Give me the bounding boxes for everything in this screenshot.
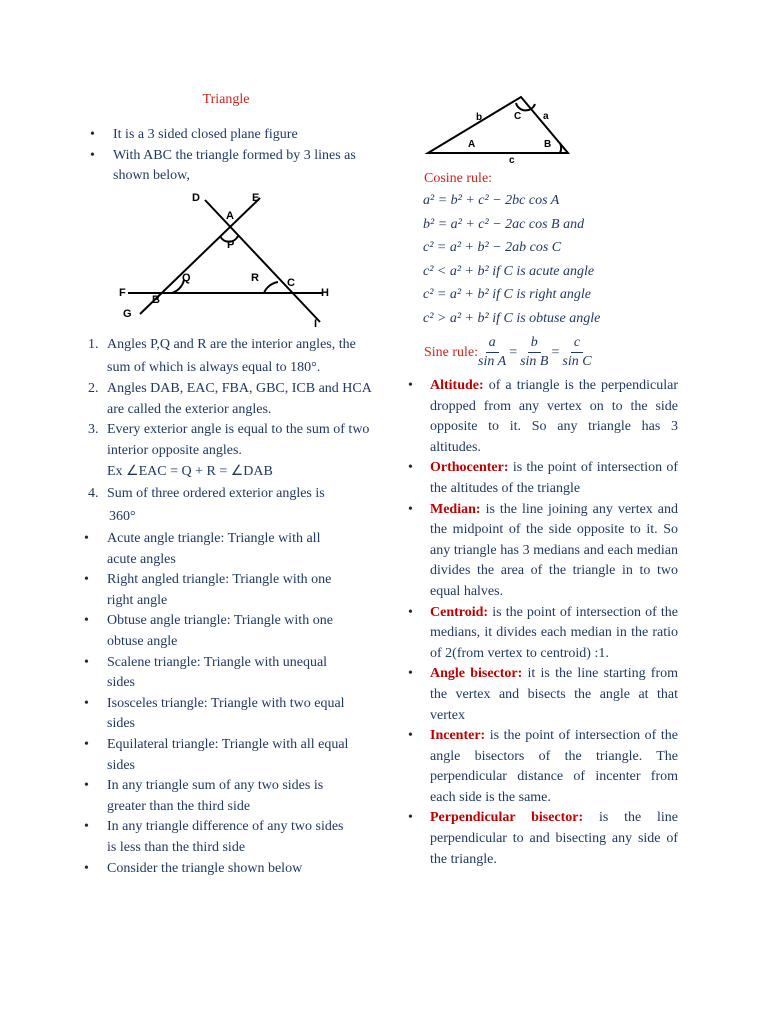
cosine-line: c² = a² + b² − 2ab cos C (423, 240, 562, 255)
intro-bullet: • With ABC the triangle formed by 3 lines as shown below, (90, 147, 356, 184)
label-a: A (226, 210, 234, 222)
label-c: C (287, 277, 295, 289)
angle-c-arc (516, 103, 535, 110)
cosine-line: c² < a² + b² if C is acute angle (423, 263, 595, 279)
cosine-line: c² > a² + b² if C is obtuse angle (423, 310, 601, 326)
cosine-rule-title: Cosine rule: (424, 171, 493, 186)
bullet-icon: • (408, 378, 413, 393)
label-i: I (314, 318, 318, 330)
label-f: F (119, 287, 126, 299)
bullet-icon: • (84, 819, 89, 835)
label-a-vertex: A (468, 139, 476, 150)
label-c-vertex: C (514, 111, 522, 122)
angle-r-arc (264, 282, 278, 293)
numbered-item: 1. Angles P,Q and R are the interior angles, the sum of which is always equal to 180°. (88, 337, 356, 375)
label-b: B (152, 294, 160, 306)
label-h: H (321, 287, 329, 299)
bullet-icon: • (84, 695, 89, 711)
definition-item: • Incenter: is the point of intersection of the angle bisectors of the triangle. The perpendicular distance of incenter from each side is the same. (408, 728, 678, 805)
numbered-item: 3. Every exterior angle is equal to the sum of two interior opposite angles. (88, 422, 370, 458)
abc-triangle-diagram (418, 92, 588, 166)
label-p: P (227, 239, 235, 251)
list-item: • Scalene triangle: Triangle with unequal sides (84, 654, 328, 691)
bullet-icon: • (84, 736, 89, 752)
definition-item: • Angle bisector: it is the line starting from the vertex and bisects the angle at that vertex (408, 666, 679, 723)
sine-fraction: $\frac{a}{\text{sin A}}$ (478, 335, 507, 369)
list-item: • Acute angle triangle: Triangle with all acute angles (84, 531, 321, 567)
definition-item: • Centroid: is the point of intersection of the medians, it divides each median in the ratio of 2(from vertex to centroid) :1. (408, 604, 678, 661)
list-item: • Equilateral triangle: Triangle with all equal sides (84, 736, 349, 773)
triangle-types-list (82, 529, 352, 879)
cosine-line: b² = a² + c² − 2ac cos B and (423, 216, 585, 232)
label-q: Q (182, 272, 191, 284)
intro-bullet: • It is a 3 sided closed plane figure (88, 125, 380, 146)
bullet-icon: • (90, 127, 95, 142)
list-item: • Right angled triangle: Triangle with one right angle (84, 572, 332, 608)
label-e: E (252, 192, 260, 204)
cosine-line: a² = b² + c² − 2bc cos A (423, 193, 560, 208)
label-b-side: b (476, 112, 483, 123)
definition-item: • Orthocenter: is the point of intersection of the altitudes of the triangle (408, 460, 679, 496)
bullet-icon: • (84, 860, 89, 876)
bullet-icon: • (408, 728, 413, 744)
page-title: Triangle (202, 92, 250, 107)
list-item: • Isosceles triangle: Triangle with two equal sides (84, 695, 345, 732)
bullet-icon: • (408, 501, 413, 517)
numbered-list (88, 333, 373, 529)
bullet-icon: • (84, 778, 89, 794)
bullet-icon: • (408, 666, 413, 682)
label-g: G (123, 308, 132, 320)
list-item: • Obtuse angle triangle: Triangle with one obtuse angle (84, 613, 333, 649)
bullet-icon: • (408, 604, 413, 620)
sine-fraction: $\frac{c}{\text{sin C}}$ (562, 335, 592, 369)
bullet-icon: • (84, 572, 89, 588)
list-item: • Consider the triangle shown below (82, 859, 352, 880)
label-a-side: a (543, 111, 549, 122)
example-line: Ex ∠EAC = Q + R = ∠DAB (107, 464, 273, 480)
bullet-icon: • (408, 460, 413, 476)
sine-fraction: $\frac{b}{\text{sin B}}$ (520, 335, 549, 369)
definition-item: • Perpendicular bisector: is the line perpendicular to and bisecting any side of the triangle. (408, 810, 679, 867)
cosine-line: c² = a² + b² if C is right angle (423, 287, 591, 302)
label-d: D (192, 192, 200, 204)
numbered-item: 2. Angles DAB, EAC, FBA, GBC, ICB and HCA are called the exterior angles. (88, 381, 372, 417)
bullet-icon: • (84, 654, 89, 670)
list-item: • In any triangle sum of any two sides is greater than the third side (84, 778, 324, 814)
bullet-icon: • (84, 531, 89, 546)
line-d-ci (205, 200, 320, 322)
sine-rule-title: Sine rule: (424, 344, 479, 360)
numbered-item: 4. Sum of three ordered exterior angles is (88, 486, 325, 502)
label-c-side: c (509, 155, 515, 166)
definition-item: • Altitude: of a triangle is the perpendicular dropped from any vertex on to the side opposite to it. So any triangle has 3 altitudes. (408, 378, 678, 455)
three-lines-triangle-diagram (110, 188, 350, 330)
angle-360-value: 360° (109, 508, 136, 524)
left-column (88, 92, 380, 187)
label-b-vertex: B (544, 139, 552, 150)
definition-item: • Median: is the line joining any vertex and the midpoint of the side opposite to it. So any triangle has 3 medians and each median divides the area of the triangle in to two equal halves. (408, 501, 679, 599)
bullet-icon: • (90, 147, 95, 163)
bullet-icon: • (84, 613, 89, 629)
label-r: R (251, 272, 259, 284)
angle-b-arc (560, 143, 561, 153)
sine-rule: Sine rule: $\frac{a}{\text{sin A}}$ = $\frac{b}{\text{sin B}}$ = $\frac{c}{\text{sin C}}$ (424, 335, 592, 369)
definitions-list (405, 376, 678, 870)
bullet-icon: • (408, 810, 413, 826)
list-item: • In any triangle difference of any two sides is less than the third side (84, 819, 344, 855)
rules-section (405, 169, 685, 371)
